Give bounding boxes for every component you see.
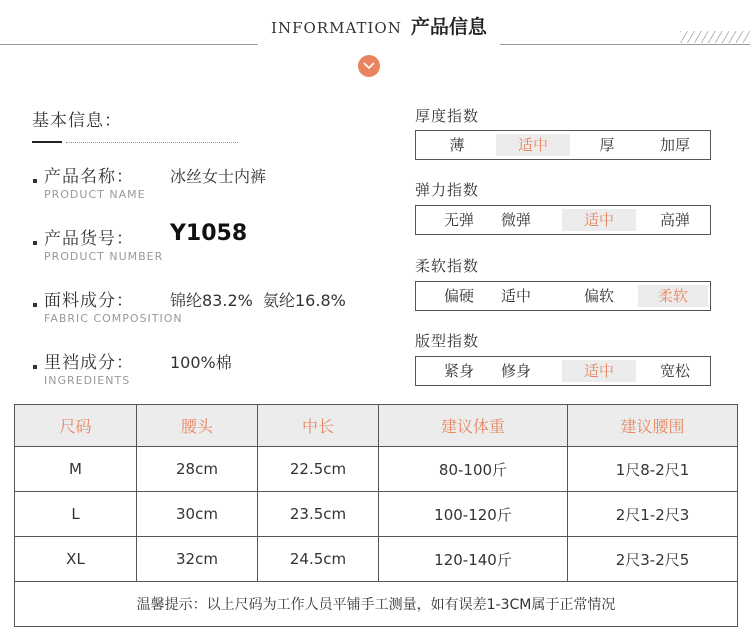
softness-index-title: 柔软指数 <box>415 257 480 275</box>
fabric-value: 锦纶83.2% 氨纶16.8% <box>170 291 346 310</box>
table-row <box>15 492 738 537</box>
length-header: 中长 <box>258 405 379 447</box>
fit-option: 宽松 <box>659 362 690 380</box>
size-table <box>14 404 738 627</box>
softness-option-selected: 柔软 <box>638 285 708 307</box>
thickness-option: 厚 <box>599 136 615 154</box>
fit-index-title: 版型指数 <box>415 332 480 350</box>
table-cell: 23.5cm <box>258 492 379 537</box>
basic-info-title: 基本信息： <box>32 111 122 131</box>
elasticity-option-selected: 适中 <box>562 209 636 231</box>
header-rule-left <box>0 44 258 45</box>
thickness-option: 薄 <box>449 136 465 154</box>
chevron-down-icon <box>358 55 380 77</box>
thickness-option-selected: 适中 <box>496 134 570 156</box>
table-row <box>15 537 738 582</box>
table-cell: 120-140斤 <box>379 537 568 582</box>
table-cell: M <box>15 447 137 492</box>
table-cell: 28cm <box>137 447 258 492</box>
table-cell: 80-100斤 <box>379 447 568 492</box>
product-number-label: 产品货号： <box>44 229 134 249</box>
table-cell: 24.5cm <box>258 537 379 582</box>
table-cell: 22.5cm <box>258 447 379 492</box>
crotch-en: INGREDIENTS <box>44 374 131 387</box>
softness-index-scale <box>415 281 711 311</box>
elasticity-option: 微弹 <box>500 211 531 229</box>
elasticity-option: 高弹 <box>659 211 690 229</box>
product-name-en: PRODUCT NAME <box>44 188 146 201</box>
product-name-label: 产品名称： <box>44 167 134 187</box>
size-note: 温馨提示：以上尺码为工作人员平铺手工测量，如有误差1-3CM属于正常情况 <box>15 582 738 627</box>
bullet-icon <box>33 365 37 369</box>
table-note-row <box>15 582 738 627</box>
softness-option: 偏软 <box>583 287 614 305</box>
table-cell: 30cm <box>137 492 258 537</box>
product-number-en: PRODUCT NUMBER <box>44 250 164 263</box>
product-number-value: Y1058 <box>170 221 248 246</box>
basic-info-rule <box>32 141 62 143</box>
page-title <box>258 12 500 44</box>
basic-info-dotted-rule <box>66 142 238 143</box>
thickness-index-scale <box>415 130 711 160</box>
size-table-header-row <box>15 405 738 447</box>
fit-option: 修身 <box>500 362 531 380</box>
fabric-en: FABRIC COMPOSITION <box>44 312 183 325</box>
table-row <box>15 447 738 492</box>
crotch-label: 里裆成分： <box>44 353 134 373</box>
weight-header: 建议体重 <box>379 405 568 447</box>
table-cell: 1尺8-2尺1 <box>568 447 738 492</box>
bullet-icon <box>33 179 37 183</box>
fit-option-selected: 适中 <box>562 360 636 382</box>
table-cell: L <box>15 492 137 537</box>
table-cell: XL <box>15 537 137 582</box>
size-header: 尺码 <box>15 405 137 447</box>
bullet-icon <box>33 241 37 245</box>
table-cell: 32cm <box>137 537 258 582</box>
elasticity-index-scale <box>415 205 711 235</box>
decorative-stripes <box>680 31 750 43</box>
waistline-header: 建议腰围 <box>568 405 738 447</box>
thickness-index-title: 厚度指数 <box>415 107 480 125</box>
softness-option: 适中 <box>500 287 531 305</box>
header-rule-right <box>500 44 750 45</box>
fit-option: 紧身 <box>443 362 474 380</box>
thickness-option: 加厚 <box>659 136 690 154</box>
fit-index-scale <box>415 356 711 386</box>
page-title-en: INFORMATION <box>271 19 402 37</box>
crotch-value: 100%棉 <box>170 353 232 372</box>
waist-header: 腰头 <box>137 405 258 447</box>
softness-option: 偏硬 <box>443 287 474 305</box>
table-cell: 100-120斤 <box>379 492 568 537</box>
elasticity-index-title: 弹力指数 <box>415 181 480 199</box>
fabric-label: 面料成分： <box>44 291 134 311</box>
product-name-value: 冰丝女士内裤 <box>170 167 267 186</box>
page-title-cn: 产品信息 <box>410 16 487 38</box>
bullet-icon <box>33 303 37 307</box>
table-cell: 2尺1-2尺3 <box>568 492 738 537</box>
table-cell: 2尺3-2尺5 <box>568 537 738 582</box>
elasticity-option: 无弹 <box>443 211 474 229</box>
